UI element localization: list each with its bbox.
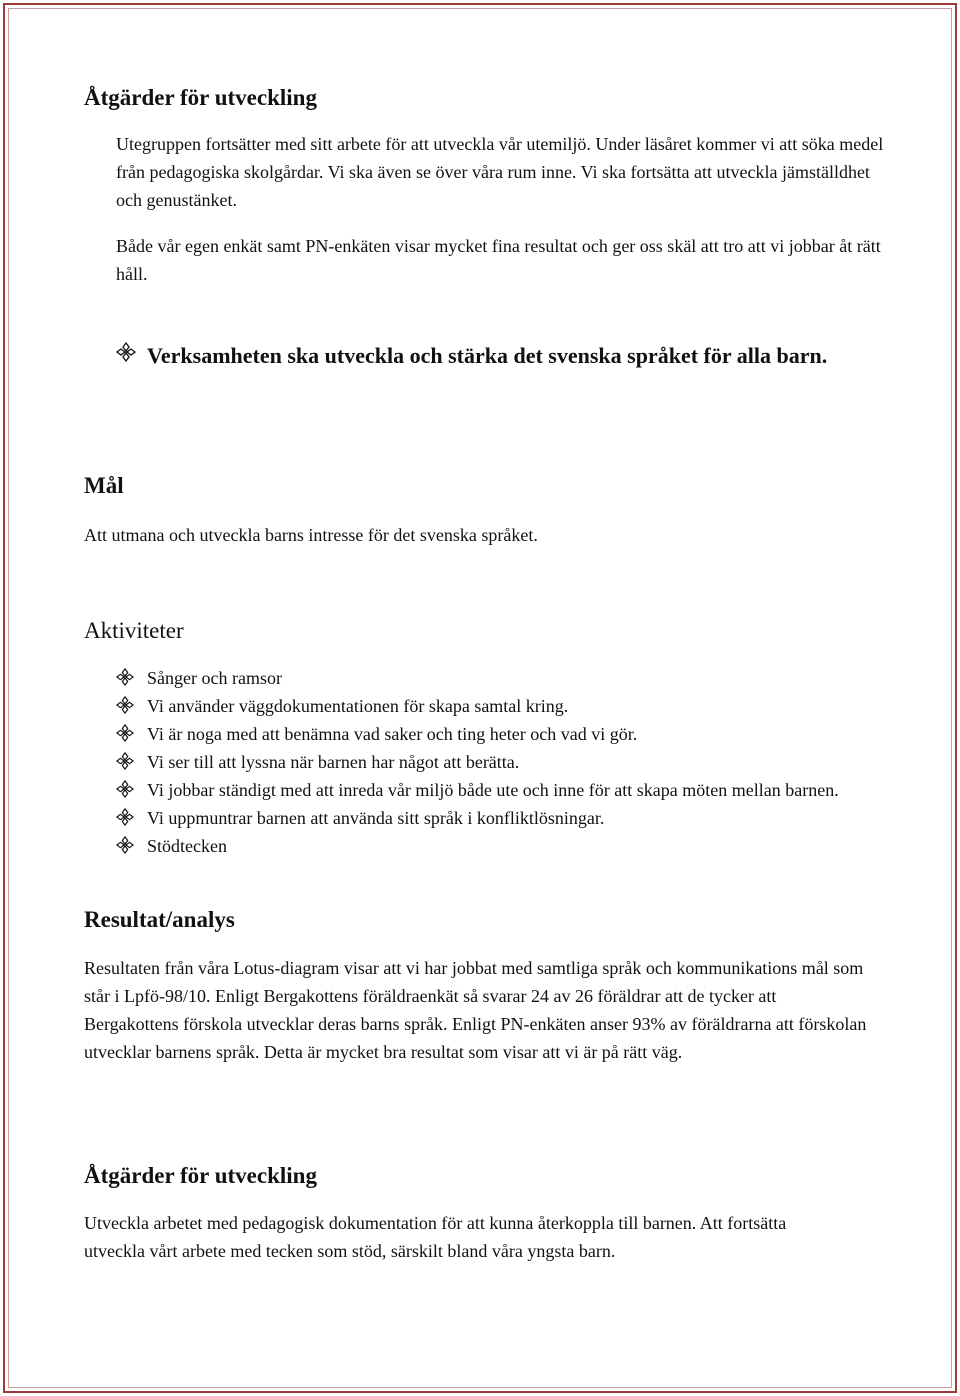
list-item [116,664,846,692]
paragraph-resultat: Resultaten från våra Lotus-diagram visar att vi har jobbat med samtliga språk och kommunikations mål som står i Lpfö-98/10. Enligt Bergakottens föräldraenkät så svarar 24 av 26 föräldrar att de tycker att Bergakottens förskola utvecklar deras barns språk. Enligt PN-enkäten anser 93% av föräldrarna att förskolan utvecklar barnens språk. Detta är mycket bra resultat som visar att vi är på rätt väg. [84,958,867,1062]
section-heading-aktiviteter: Aktiviteter [84,618,184,643]
list-item [116,720,846,748]
four-diamond-bullet-icon [116,808,134,826]
goal-statement [116,340,876,371]
paragraph-enkat: Både vår egen enkät samt PN-enkäten visar mycket fina resultat och ger oss skäl att tro att vi jobbar åt rätt håll. [116,236,881,284]
list-item [116,832,846,860]
paragraph-utegruppen: Utegruppen fortsätter med sitt arbete för att utveckla vår utemiljö. Under läsåret kommer vi att söka medel från pedagogiska skolgårdar. Vi ska även se över våra rum inne. Vi ska fortsätta att utveckla jämställdhet och genustänket. [116,134,884,210]
four-diamond-bullet-icon [116,780,134,798]
list-item [116,692,846,720]
four-diamond-bullet-icon [116,724,134,742]
list-item-text: Sånger och ramsor [147,668,282,688]
four-diamond-bullet-icon [116,668,134,686]
list-item-text: Vi ser till att lyssna när barnen har något att berätta. [147,752,520,772]
list-item [116,748,846,776]
four-diamond-bullet-icon [116,696,134,714]
section-heading-atgarder-1: Åtgärder för utveckling [84,85,317,110]
four-diamond-bullet-icon [116,342,136,362]
paragraph-atgarder-2: Utveckla arbetet med pedagogisk dokumentation för att kunna återkoppla till barnen. Att fortsätta utveckla vårt arbete med tecken som stöd, särskilt bland våra yngsta barn. [84,1213,787,1261]
list-item-text: Vi jobbar ständigt med att inreda vår miljö både ute och inne för att skapa möten mellan barnen. [147,780,839,800]
list-item [116,776,846,804]
list-item [116,804,846,832]
list-item-text: Stödtecken [147,836,227,856]
section-heading-mal: Mål [84,473,124,498]
paragraph-mal: Att utmana och utveckla barns intresse för det svenska språket. [84,525,538,545]
four-diamond-bullet-icon [116,752,134,770]
list-item-text: Vi är noga med att benämna vad saker och ting heter och vad vi gör. [147,724,638,744]
activities-list [116,664,846,860]
list-item-text: Vi använder väggdokumentationen för skapa samtal kring. [147,696,569,716]
section-heading-atgarder-2: Åtgärder för utveckling [84,1163,317,1188]
four-diamond-bullet-icon [116,836,134,854]
goal-text: Verksamheten ska utveckla och stärka det svenska språket för alla barn. [147,343,828,368]
section-heading-resultat: Resultat/analys [84,907,235,932]
list-item-text: Vi uppmuntrar barnen att använda sitt språk i konfliktlösningar. [147,808,605,828]
